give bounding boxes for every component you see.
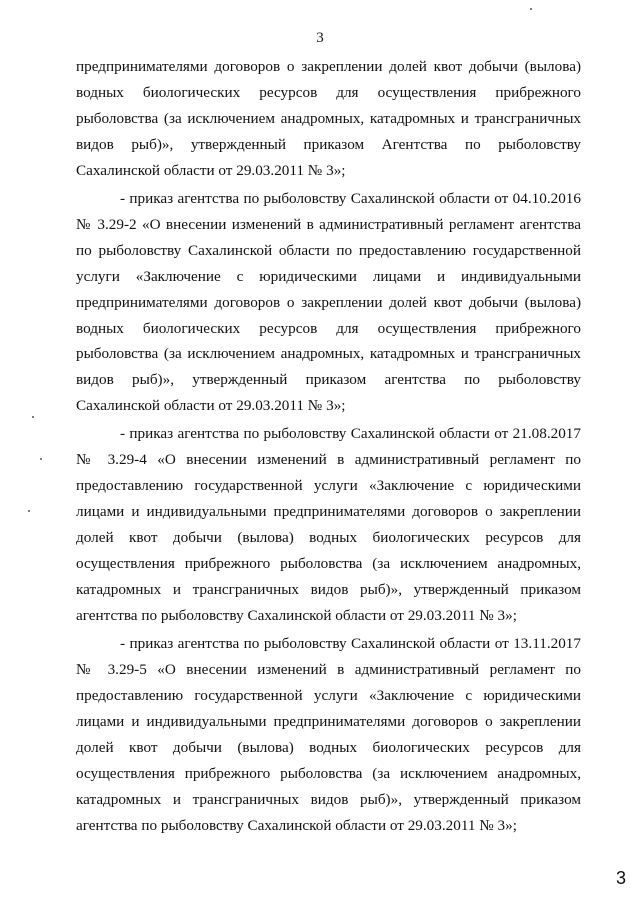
document-body <box>76 54 581 839</box>
corner-page-number: 3 <box>615 868 626 888</box>
paragraph-order-21-08-2017: - приказ агентства по рыболовству Сахалинской области от 21.08.2017 № 3.29-4 «О внесении изменений в административный регламент по предоставлению государственной услуги «Заключение с юридическими лицами и индивидуальными предпринимателями договоров о закреплении долей квот добычи (вылова) водных биологических ресурсов для осуществления прибрежного рыболовства (за исключением анадромных, катадромных и трансграничных видов рыб)», утвержденный приказом агентства по рыболовству Сахалинской области от 29.03.2011 № 3»; <box>76 425 581 625</box>
paragraph-order-13-11-2017: - приказ агентства по рыболовству Сахалинской области от 13.11.2017 № 3.29-5 «О внесении изменений в административный регламент по предоставлению государственной услуги «Заключение с юридическими лицами и индивидуальными предпринимателями договоров о закреплении долей квот добычи (вылова) водных биологических ресурсов для осуществления прибрежного рыболовства (за исключением анадромных, катадромных и трансграничных видов рыб)», утвержденный приказом агентства по рыболовству Сахалинской области от 29.03.2011 № 3»; <box>76 634 581 834</box>
paragraph-order-04-10-2016: - приказ агентства по рыболовству Сахалинской области от 04.10.2016 № 3.29-2 «О внесении изменений в административный регламент агентства по рыболовству Сахалинской области по предоставлению государственной услуги «Заключение с юридическими лицами и индивидуальными предпринимателями договоров о закреплении долей квот добычи (вылова) водных биологических ресурсов для осуществления прибрежного рыболовства (за исключением анадромных, катадромных и трансграничных видов рыб)», утвержденный приказом агентства по рыболовству Сахалинской области от 29.03.2011 № 3»; <box>76 189 581 415</box>
page-number: 3 <box>316 30 324 46</box>
paragraph-continuation: предпринимателями договоров о закреплении долей квот добычи (вылова) водных биологических ресурсов для осуществления прибрежного рыболовства (за исключением анадромных, катадромных и трансграничных видов рыб)», утвержденный приказом Агентства по рыболовству Сахалинской области от 29.03.2011 № 3»; <box>76 58 581 179</box>
scan-speck <box>28 510 30 512</box>
scan-speck <box>530 8 532 10</box>
scan-speck <box>32 416 34 418</box>
scan-speck <box>40 458 42 460</box>
